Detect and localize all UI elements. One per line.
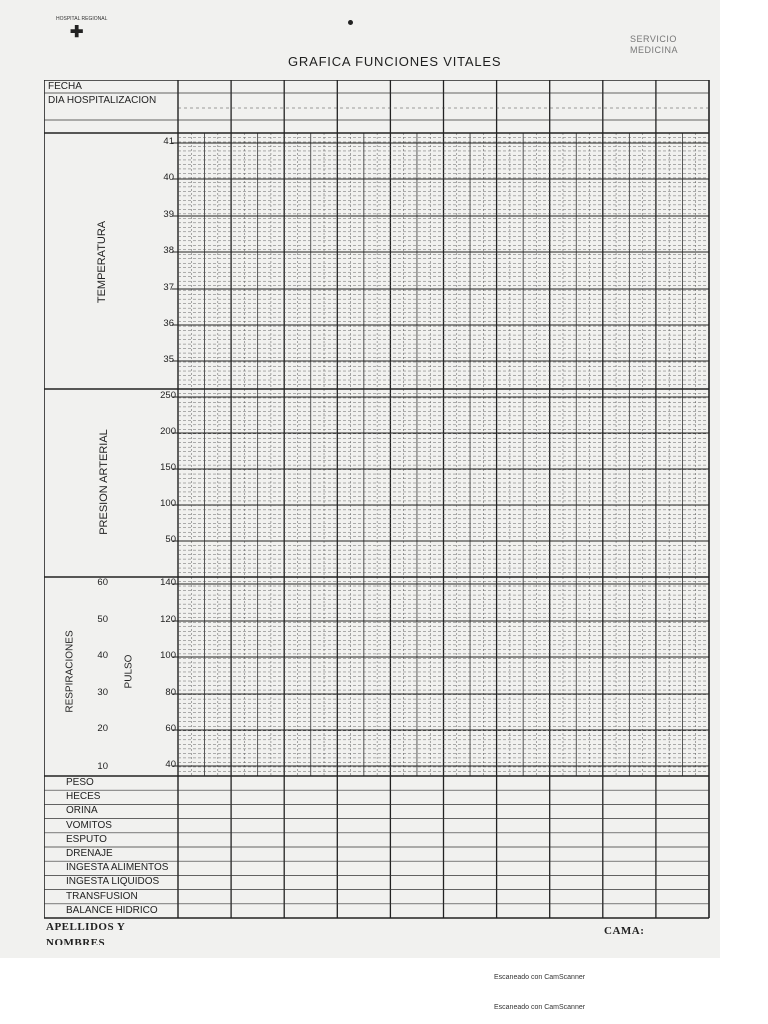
respiration-tick-label: 60 (97, 577, 108, 588)
bottom-row-label: TRANSFUSION (66, 890, 138, 902)
bottom-row-label: ORINA (66, 805, 98, 817)
pulse-tick-label: 100 (160, 650, 176, 661)
bottom-row-label: ESPUTO (66, 833, 107, 845)
punch-mark (348, 20, 353, 25)
blood-pressure-axis-label: PRESION ARTERIAL (98, 429, 110, 535)
respiration-tick-label: 20 (97, 723, 108, 734)
respiration-tick-label: 10 (97, 761, 108, 772)
pulse-tick-label: 120 (160, 614, 176, 625)
pulse-tick-label: 140 (160, 577, 176, 588)
dia-hospitalizacion-label: DIA HOSPITALIZACION (48, 95, 157, 106)
temperature-tick-label: 39 (163, 209, 174, 220)
pulse-tick-label: 60 (165, 723, 176, 734)
respiration-tick-label: 50 (97, 614, 108, 625)
service-label (630, 34, 678, 56)
bottom-row-label: HECES (66, 791, 101, 803)
bed-label: CAMA: (604, 925, 645, 937)
cross-icon: ✚ (70, 24, 84, 41)
logo-text: HOSPITAL REGIONAL (56, 16, 108, 22)
bp-tick-label: 50 (165, 534, 176, 545)
bottom-row-label: INGESTA ALIMENTOS (66, 862, 169, 874)
respiration-tick-label: 40 (97, 650, 108, 661)
fecha-label: FECHA (48, 81, 82, 92)
bottom-row-label: PESO (66, 777, 94, 788)
vitals-grid (44, 80, 710, 942)
scanner-watermark-2: Escaneado con CamScanner (494, 1004, 586, 1011)
temperature-tick-label: 35 (163, 354, 174, 365)
service-line1: SERVICIO (630, 34, 677, 44)
bottom-row-label: BALANCE HIDRICO (66, 904, 158, 916)
bottom-row-label: DRENAJE (66, 848, 113, 859)
patient-name-label: APELLIDOS Y (46, 921, 126, 933)
page-title: GRAFICA FUNCIONES VITALES (288, 54, 502, 69)
scanner-watermark-1: Escaneado con CamScanner (494, 974, 586, 981)
bottom-row-label: VOMITOS (66, 819, 112, 831)
respiration-tick-label: 30 (97, 687, 108, 698)
temperature-tick-label: 40 (163, 172, 174, 183)
bp-tick-label: 200 (160, 426, 176, 437)
temperature-tick-label: 36 (163, 318, 174, 329)
pulse-tick-label: 80 (165, 687, 176, 698)
pulse-axis-label: PULSO (123, 654, 135, 689)
respiration-axis-label: RESPIRACIONES (64, 630, 76, 713)
temperature-axis-label: TEMPERATURA (96, 220, 108, 304)
bp-tick-label: 250 (160, 390, 176, 401)
bp-tick-label: 150 (160, 462, 176, 473)
temperature-tick-label: 38 (163, 245, 174, 256)
temperature-tick-label: 37 (163, 282, 174, 293)
patient-name-label-continued: NOMBRES (46, 937, 106, 945)
hospital-logo (56, 16, 106, 52)
bp-tick-label: 100 (160, 498, 176, 509)
temperature-tick-label: 41 (163, 136, 174, 147)
bottom-row-label: INGESTA LIQUIDOS (66, 876, 160, 888)
pulse-tick-label: 40 (165, 759, 176, 770)
service-line2: MEDICINA (630, 45, 679, 55)
